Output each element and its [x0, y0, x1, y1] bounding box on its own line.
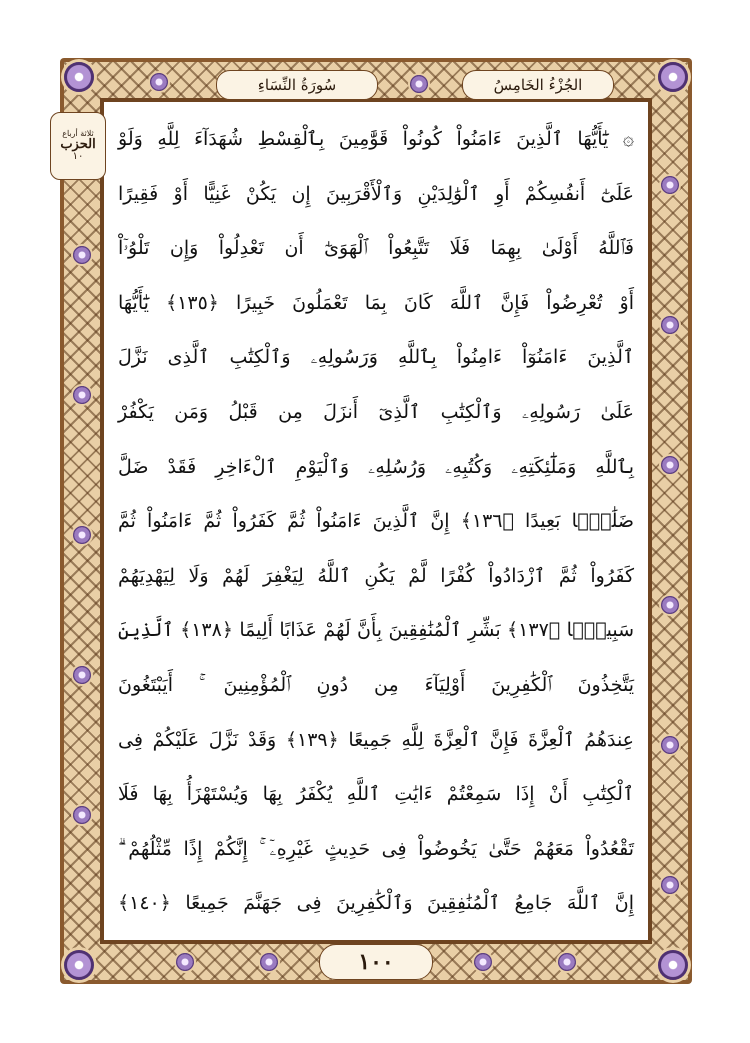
- verse-line: عَلَىٰٓ أَنفُسِكُمْ أَوِ ٱلْوَٰلِدَيْنِ وَٱلْأَقْرَبِينَ إِن يَكُنْ غَنِيًّا أَوْ فَقِيرًا: [118, 182, 634, 205]
- surah-name: سُورَةُ النِّسَاءِ: [257, 76, 337, 94]
- verse-line: يَتَّخِذُونَ ٱلْكَٰفِرِينَ أَوْلِيَآءَ مِن دُونِ ٱلْمُؤْمِنِينَ ۚ أَيَبْتَغُونَ: [118, 673, 634, 696]
- verse-line: فَٱللَّهُ أَوْلَىٰ بِهِمَا فَلَا تَتَّبِعُواْ ٱلْهَوَىٰٓ أَن تَعْدِلُواْ وَإِن تَلْوُۥٓاْ: [118, 237, 634, 260]
- hizb-number: ١٠: [72, 150, 84, 162]
- corner-flower-icon: [64, 62, 94, 92]
- verse-line: عَلَىٰ رَسُولِهِۦ وَٱلْكِتَٰبِ ٱلَّذِىٓ أَنزَلَ مِن قَبْلُ وَمَن يَكْفُرْ: [118, 400, 634, 423]
- verse-line: بِٱللَّهِ وَمَلَٰٓئِكَتِهِۦ وَكُتُبِهِۦ وَرُسُلِهِۦ وَٱلْيَوْمِ ٱلْءَاخِرِ فَقَدْ ضَلَّ: [118, 455, 634, 478]
- verse-line: عِندَهُمُ ٱلْعِزَّةَ فَإِنَّ ٱلْعِزَّةَ لِلَّهِ جَمِيعًا ﴿١٣٩﴾ وَقَدْ نَزَّلَ عَلَيْكُمْ فِى: [118, 728, 635, 751]
- hizb-label: الحزب: [60, 137, 96, 153]
- border-flower-icon: [73, 666, 91, 684]
- verse-line: أَوْ تُعْرِضُواْ فَإِنَّ ٱللَّهَ كَانَ بِمَا تَعْمَلُونَ خَبِيرًا ﴿١٣٥﴾ يَٰٓأَيُّهَا: [118, 291, 634, 314]
- header-ornament: [382, 70, 456, 98]
- verse-line: ٱلْكِتَٰبِ أَنْ إِذَا سَمِعْتُمْ ءَايَٰتِ ٱللَّهِ يُكْفَرُ بِهَا وَيُسْتَهْزَأُ بِهَا فَلَا: [118, 783, 634, 806]
- border-flower-icon: [661, 456, 679, 474]
- border-flower-icon: [558, 953, 576, 971]
- corner-flower-icon: [658, 950, 688, 980]
- juz-name: الجُزْءُ الخَامِسُ: [493, 76, 583, 94]
- verse-line: ضَلَٰلًۢا بَعِيدًا ﴿١٣٦﴾ إِنَّ ٱلَّذِينَ ءَامَنُواْ ثُمَّ كَفَرُواْ ثُمَّ ءَامَنُواْ ثُمَّ: [118, 510, 634, 533]
- hizb-marker: [50, 112, 106, 180]
- border-flower-icon: [661, 876, 679, 894]
- verse-line: ۞ يَٰٓأَيُّهَا ٱلَّذِينَ ءَامَنُواْ كُونُواْ قَوَّٰمِينَ بِٱلْقِسْطِ شُهَدَآءَ لِلَّهِ وَلَوْ: [118, 128, 634, 150]
- header-flower-icon: [410, 75, 428, 93]
- hizb-quarter-label: ثلاثة أرباع: [62, 128, 94, 138]
- border-flower-icon: [73, 526, 91, 544]
- page-number: [319, 944, 433, 980]
- border-flower-icon: [661, 316, 679, 334]
- verse-line: سَبِيلًۢا ﴿١٣٧﴾ بَشِّرِ ٱلْمُنَٰفِقِينَ بِأَنَّ لَهُمْ عَذَابًا أَلِيمًا ﴿١٣٨﴾ ٱلَّذِينَ: [118, 619, 634, 642]
- border-flower-icon: [661, 596, 679, 614]
- page-number-value: ١٠٠: [358, 949, 394, 975]
- border-flower-icon: [73, 806, 91, 824]
- border-flower-icon: [150, 73, 168, 91]
- surah-name-header: [216, 70, 378, 100]
- verse-line: كَفَرُواْ ثُمَّ ٱزْدَادُواْ كُفْرًا لَّمْ يَكُنِ ٱللَّهُ لِيَغْفِرَ لَهُمْ وَلَا لِيَهْدِيَهُمْ: [118, 564, 634, 587]
- corner-flower-icon: [64, 950, 94, 980]
- border-flower-icon: [661, 736, 679, 754]
- border-flower-icon: [661, 176, 679, 194]
- corner-flower-icon: [658, 62, 688, 92]
- border-flower-icon: [73, 246, 91, 264]
- border-flower-icon: [260, 953, 278, 971]
- border-flower-icon: [73, 386, 91, 404]
- border-flower-icon: [176, 953, 194, 971]
- juz-name-header: [462, 70, 614, 100]
- verse-text-block: [104, 112, 648, 932]
- verse-line: ٱلَّذِينَ ءَامَنُوٓاْ ءَامِنُواْ بِٱللَّهِ وَرَسُولِهِۦ وَٱلْكِتَٰبِ ٱلَّذِى نَزَّلَ: [118, 346, 634, 369]
- verse-line: إِنَّ ٱللَّهَ جَامِعُ ٱلْمُنَٰفِقِينَ وَٱلْكَٰفِرِينَ فِى جَهَنَّمَ جَمِيعًا ﴿١٤٠﴾: [118, 892, 634, 915]
- border-flower-icon: [474, 953, 492, 971]
- verse-line: تَقْعُدُواْ مَعَهُمْ حَتَّىٰ يَخُوضُواْ فِى حَدِيثٍ غَيْرِهِۦٓ ۚ إِنَّكُمْ إِذًا مِّثْلُهُمْ ۗ: [118, 837, 634, 860]
